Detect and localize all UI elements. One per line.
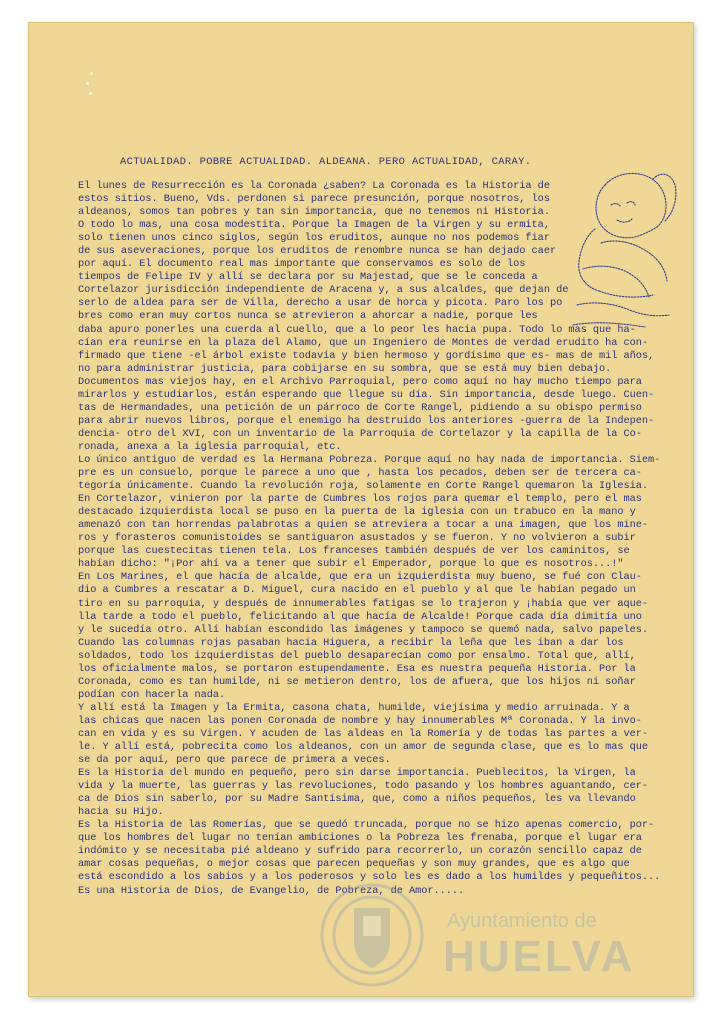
text-line: tas de Hermandades, una petición de un párroco de Corte Rangel, pidiendo a su obispo permiso — [78, 401, 642, 414]
text-line: lla tarde a todo el pueblo, felicitando al que hacía de Alcalde! Porque cada día dimitía uno — [78, 610, 642, 623]
text-line: los oficialmente malos, se portaron estupendamente. Esa es nuestra pequeña Historia. Por la — [78, 662, 636, 675]
text-line: can en vida y es su Virgen. Y acuden de las aldeas en la Romería y de todas las partes a ver- — [78, 727, 649, 740]
text-line: que los hombres del lugar no tenían ambiciones o la Pobreza les frenaba, porque el lugar era — [78, 832, 642, 845]
text-line: y le sucedía otro. Allí habían escondido las imágenes y tampoco se quemó nada, salvo papeles. — [78, 623, 649, 636]
text-line: Y allí está la Imagen y la Ermita, casona chata, humilde, viejísima y medio arruinada. Y a — [78, 701, 630, 714]
text-line: tegoría únicamente. Cuando la revolución roja, solamente en Corte Rangel quemaron la Iglesia. — [78, 480, 649, 493]
text-line: Es la Historia de las Romerías, que se quedó truncada, porque no se hizo apenas comercio, por- — [78, 819, 655, 832]
text-line: dencia- otro del XVI, con un inventario de la Parroquia de Cortelazor y la capilla de la Co- — [78, 427, 642, 440]
text-line: no para administrar justicia, para cobijarse en su sombra, que se está muy bien debajo. — [78, 362, 612, 375]
text-line: serlo de aldea para ser de Villa, derecho a usar de horca y picota. Paro los po — [78, 297, 563, 310]
text-line: Cortelazor jurisdicción independiente de Aracena y, a sus alcaldes, que dejan de — [78, 284, 569, 297]
text-line: aldeanos, somos tan pobres y tan sin importancia, que no tenemos ni Historia. — [78, 206, 550, 219]
text-line: por aquí. El documento real mas importante que conservamos es solo de los — [78, 258, 526, 271]
text-line: Lo único antiguo de verdad es la Hermana Pobreza. Porque aquí no hay nada de importancia. Siem- — [78, 453, 661, 466]
text-line: está escondido a los sabios y a los poderosos y solo les es dado a los humildes y pequeñitos... — [78, 871, 661, 884]
text-line: bres como eran muy cortos nunca se atrevieron a ahorcar a nadie, porque les — [78, 310, 538, 323]
text-line: O todo lo mas, una cosa modestita. Porque la Imagen de la Virgen y su ermita, — [78, 219, 550, 232]
text-line: destacado izquierdista local se puso en la puerta de la iglesia con un trabuco en la mano y — [78, 506, 636, 519]
child-sketch-drawing — [565, 165, 683, 335]
text-line: hacia su Hijo. — [78, 806, 164, 819]
text-line: tiempos de Felipe IV y allí se declara por su Majestad, que se le conceda a — [78, 271, 538, 284]
text-line: pre es un consuelo, porque le parece a uno que , hasta los pecados, deben ser de tercera ca- — [78, 467, 642, 480]
text-line: de sus aseveraciones, porque los eruditos de renombre nunca se han dejado caer — [78, 245, 557, 258]
text-line: Es la Historia del mundo en pequeño, pero sin darse importancia. Pueblecitos, la Virgen, la — [78, 767, 636, 780]
text-line: se da por aquí, pero que parece de primera a veces. — [78, 754, 391, 767]
text-line: tiro en su parroquia, y después de innumerables fatigas se lo trajeron y ¡había que ver aque- — [78, 597, 649, 610]
ayuntamiento-huelva-watermark — [305, 880, 695, 990]
text-line: En Cortelazor, vinieron por la parte de Cumbres los rojos para quemar el templo, pero el mas — [78, 493, 642, 506]
text-line: le. Y allí está, pobrecita como los aldeanos, con un amor de segunda clase, que es lo mas que — [78, 741, 649, 754]
text-line: indómito y se necesitaba pié aldeano y sufrido para recorrerlo, un corazón sencillo capaz de — [78, 845, 642, 858]
text-line: dio a Cumbres a rescatar a D. Miguel, cura nacido en el pueblo y al que le habían pegado un — [78, 584, 636, 597]
text-line: En Los Marines, el que hacía de alcalde, que era un izquierdista muy bueno, se fué con Clau- — [78, 571, 642, 584]
watermark-line2: HUELVA — [443, 932, 636, 981]
text-line: amar cosas pequeñas, o mejor cosas que parecen pequeñas y son muy grandes, que es algo que — [78, 858, 630, 871]
document-title: ACTUALIDAD. POBRE ACTUALIDAD. ALDEANA. PERO ACTUALIDAD, CARAY. — [120, 156, 532, 168]
text-line: ros y forasteros comunistoides se santiguaron asustados y se fueron. Y no volvieron a subir — [78, 532, 636, 545]
text-line: El lunes de Resurrección es la Coronada ¿saben? La Coronada es la Historia de — [78, 180, 550, 192]
text-line: para abrir nuevos libros, porque el enemigo ha destruido los anteriores -guerra de la Indepen- — [78, 414, 655, 427]
text-line: daba apuro ponerles una cuerda al cuello, que a lo peor les hacia pupa. Todo lo mas que ha- — [78, 323, 636, 336]
text-line: podían con hacerla nada. — [78, 688, 226, 701]
text-line: mirarlos y estudiarlos, están esperando que llegue su día. Sin importancia, desde luego. Cuen- — [78, 388, 655, 401]
text-line: ca de Dios sin saberlo, por su Madre Santísima, que, como a niños pequeños, les va llevando — [78, 793, 636, 806]
text-line: habían dicho: "¡Por ahí va a tener que subir el Emperador, porque lo que es nosotros...!" — [78, 558, 624, 571]
text-line: las chicas que nacen las ponen Coronada de nombre y hay innumerables Mª Coronada. Y la invo- — [78, 714, 642, 727]
text-line: vida y la muerte, las guerras y las revoluciones, todo pasando y los hombres aguantando, cer- — [78, 780, 649, 793]
text-line: soldados, todo los izquierdistas del pueblo desaparecían como por ensalmo. Total que, allí, — [78, 649, 636, 662]
text-line: solo tienen unos cinco siglos, según los eruditos, aunque no nos podemos fiar — [78, 232, 550, 245]
text-line: amenazó con tan horrendas palabrotas a quien se atreviera a tocar a una imagen, que los mine- — [78, 519, 649, 532]
text-line: Es una Historia de Dios, de Evangelio, de Pobreza, de Amor..... — [78, 884, 465, 897]
municipal-shield-icon — [309, 880, 435, 990]
text-line: cían era reunirse en la plaza del Alamo, que un Ingeniero de Montes de verdad erudito ha con- — [78, 336, 649, 349]
text-line: Documentos mas viejos hay, en el Archivo Parroquial, pero como aquí no hay mucho tiempo para — [78, 375, 642, 388]
text-line: Cuando las columnas rojas pasaban hacia Higuera, a recibir la leña que les iban a dar los — [78, 636, 624, 649]
punch-marks — [86, 70, 106, 110]
text-line: ronada, anexa a la iglesia parroquial, etc. — [78, 440, 342, 453]
text-line: porque las cuestecitas tienen tela. Los franceses también después de ver los caminitos, se — [78, 545, 630, 558]
text-line: firmado que tiene -el árbol existe todavía y bien hermoso y gordísimo que es- mas de mil años, — [78, 349, 655, 362]
text-line: Coronada, como es tan humilde, ni se metieron dentro, los de afuera, que los hijos ni soñar — [78, 675, 636, 688]
text-line: estos sitios. Bueno, Vds. perdonen si parece presunción, porque nosotros, los — [78, 193, 550, 206]
watermark-line1: Ayuntamiento de — [447, 910, 597, 932]
